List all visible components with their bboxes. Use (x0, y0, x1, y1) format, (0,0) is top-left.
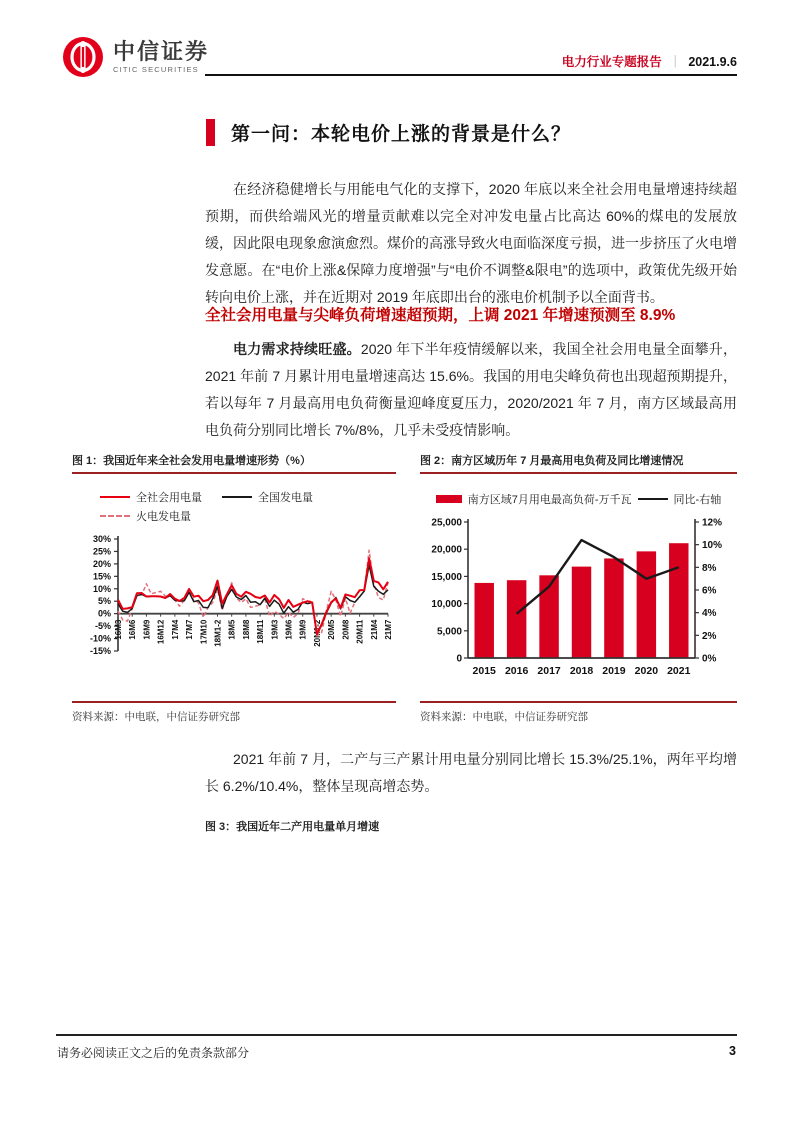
figure-2-bar-line-chart (420, 514, 737, 686)
header-report-info (562, 52, 737, 70)
svg-text:-10%: -10% (89, 633, 111, 644)
section-title-text: 第一问：本轮电价上涨的背景是什么？ (231, 124, 572, 145)
brand-name-en: CITIC SECURITIES (113, 64, 199, 74)
svg-text:25%: 25% (92, 546, 111, 557)
svg-text:2021: 2021 (667, 665, 691, 677)
svg-text:20M1-2: 20M1-2 (312, 619, 322, 647)
svg-text:6%: 6% (702, 585, 717, 597)
footer-page-number: 3 (729, 1044, 736, 1058)
figure-2-source: 资料来源：中电联，中信证券研究部 (420, 701, 737, 724)
svg-text:21M4: 21M4 (369, 619, 379, 640)
svg-text:2018: 2018 (569, 665, 594, 677)
legend-label: 全社会用电量 (136, 491, 202, 504)
svg-text:17M7: 17M7 (185, 619, 195, 640)
svg-text:2015: 2015 (472, 665, 496, 677)
svg-text:20M8: 20M8 (341, 619, 351, 640)
section-title-accent-bar (206, 119, 215, 146)
citic-logo-text (113, 38, 210, 74)
legend-line-swatch (100, 496, 130, 498)
svg-text:18M11: 18M11 (256, 619, 266, 644)
svg-text:4%: 4% (702, 608, 717, 620)
svg-text:-5%: -5% (94, 621, 111, 632)
svg-text:0: 0 (456, 653, 462, 665)
header-divider: ｜ (668, 55, 682, 69)
svg-text:2020: 2020 (634, 665, 659, 677)
paragraph-2-rest: 2020 年下半年疫情缓解以来，我国全社会用电量全面攀升，2021 年前 7 月累计用电量增速高达 15.6%。我国的用电尖峰负荷也出现超预期提升，若以每年 7 月最高用电负荷衡量迎峰度夏压力，2020/2021 年 7 月，南方区域最高用电负荷分别同比增长 7%/8%，几乎未受疫情影响。 (205, 341, 737, 438)
paragraph-2 (205, 336, 737, 444)
paragraph-2-lead: 电力需求持续旺盛。 (233, 341, 361, 357)
report-date: 2021.9.6 (688, 55, 737, 69)
legend-item-national-generation (222, 489, 313, 505)
svg-text:17M10: 17M10 (199, 619, 209, 645)
figure-1-line-chart (72, 529, 396, 693)
svg-text:19M6: 19M6 (284, 619, 294, 640)
svg-text:25,000: 25,000 (431, 517, 462, 529)
svg-text:2019: 2019 (602, 665, 626, 677)
figure-1 (72, 452, 396, 724)
svg-text:-15%: -15% (89, 646, 111, 656)
citic-logo-icon (62, 36, 104, 78)
figures-row (72, 452, 737, 724)
figure-3-caption: 图 3：我国近年二产用电量单月增速 (205, 821, 380, 833)
svg-text:5,000: 5,000 (436, 626, 462, 638)
brand-name-cn: 中信证券 (113, 38, 210, 64)
subsection-heading: 全社会用电量与尖峰负荷增速超预期，上调 2021 年增速预测至 8.9% (205, 307, 676, 324)
legend-item-thermal-generation (100, 508, 191, 524)
svg-text:2%: 2% (702, 630, 717, 642)
header-rule (205, 74, 737, 76)
svg-text:10%: 10% (702, 540, 723, 552)
svg-text:16M12: 16M12 (156, 619, 166, 645)
svg-text:8%: 8% (702, 562, 717, 574)
figure-1-source: 资料来源：中电联，中信证券研究部 (72, 701, 396, 724)
svg-text:18M8: 18M8 (241, 619, 251, 640)
svg-text:16M3: 16M3 (114, 619, 123, 640)
legend-label: 火电发电量 (136, 510, 191, 523)
paragraph-1: 在经济稳健增长与用能电气化的支撑下，2020 年底以来全社会用电量增速持续超预期，而供给端风光的增量贡献难以完全对冲发电量占比高达 60%的煤电的发展放缓，因此限电现象愈演愈烈。煤价的高涨导致火电面临深度亏损，进一步挤压了火电增发意愿。在“电价上涨&保障力度增强”与“电价不调整&限电”的选项中，政策优先级开始转向电价上涨，并在近期对 2019 年底即出台的涨电价机制予以全面背书。 (205, 181, 737, 305)
svg-text:20,000: 20,000 (431, 544, 462, 556)
svg-text:19M9: 19M9 (298, 619, 308, 640)
svg-text:0%: 0% (702, 653, 717, 665)
svg-text:19M3: 19M3 (270, 619, 280, 640)
legend-item-society-consumption (100, 489, 202, 505)
section-title (206, 119, 571, 146)
report-type-label: 电力行业专题报告 (561, 55, 662, 69)
svg-text:10%: 10% (92, 583, 111, 594)
svg-text:21M7: 21M7 (384, 619, 393, 640)
legend-label: 同比-右轴 (673, 494, 722, 506)
svg-text:15,000: 15,000 (431, 571, 462, 583)
svg-text:17M4: 17M4 (170, 619, 180, 640)
figure-2-caption: 图 2：南方区域历年 7 月最高用电负荷及同比增速情况 (420, 452, 737, 474)
svg-text:20M5: 20M5 (327, 619, 337, 640)
footer-rule (56, 1034, 737, 1036)
citic-logo (62, 36, 209, 78)
svg-text:12%: 12% (702, 517, 723, 529)
figure-2 (420, 452, 737, 724)
footer-disclaimer: 请务必阅读正文之后的免责条款部分 (57, 1046, 250, 1060)
legend-bar-swatch (436, 495, 462, 503)
legend-line-swatch (222, 496, 252, 498)
legend-label: 南方区域7月用电最高负荷-万千瓦 (467, 494, 632, 506)
legend-line-swatch (638, 498, 668, 500)
svg-text:15%: 15% (92, 571, 111, 582)
paragraph-3: 2021 年前 7 月，二产与三产累计用电量分别同比增长 15.3%/25.1%，两年平均增长 6.2%/10.4%，整体呈现高增态势。 (205, 751, 737, 794)
svg-text:20%: 20% (92, 558, 111, 569)
svg-text:5%: 5% (97, 596, 111, 607)
svg-text:18M5: 18M5 (227, 619, 237, 640)
svg-text:20M11: 20M11 (355, 619, 365, 644)
svg-text:2016: 2016 (504, 665, 529, 677)
svg-text:10,000: 10,000 (431, 599, 462, 611)
figure-1-legend (72, 487, 396, 525)
legend-label: 全国发电量 (258, 491, 313, 504)
svg-text:30%: 30% (92, 534, 111, 544)
svg-text:2017: 2017 (537, 665, 561, 677)
legend-dash-swatch (100, 515, 130, 517)
figure-1-caption: 图 1：我国近年来全社会发用电量增速形势（%） (72, 452, 396, 474)
svg-text:16M9: 16M9 (142, 619, 152, 640)
svg-text:0%: 0% (97, 608, 111, 619)
svg-text:16M6: 16M6 (128, 619, 138, 640)
svg-text:18M1-2: 18M1-2 (213, 619, 223, 647)
figure-2-legend (420, 491, 737, 507)
